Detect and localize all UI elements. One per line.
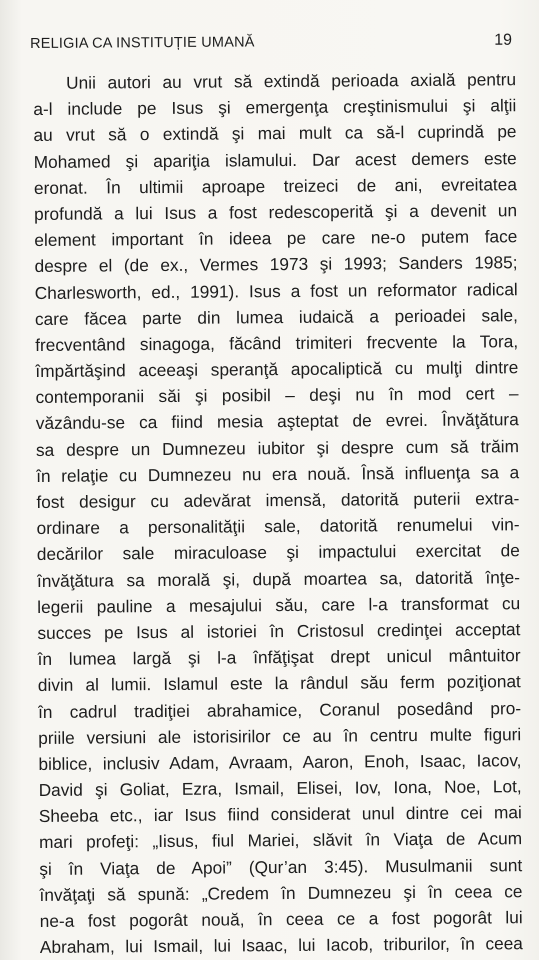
chapter-title: RELIGIA CA INSTITUȚIE UMANĂ	[30, 34, 255, 52]
text-line: eronat. În ultimii aproape treizeci de ani, evreitatea	[33, 173, 517, 198]
text-line: ne-a fost pogorât nouă, în ceea ce a fost pogorât lui	[39, 907, 523, 931]
text-line: decărilor sale miraculoase şi impactului exercitat de	[36, 540, 520, 565]
text-line: David şi Goliat, Ezra, Ismail, Elisei, Iov, Iona, Noe, Lot,	[38, 776, 522, 801]
text-line: în lumea largă şi l-a înfăţişat drept unicul mântuitor	[37, 645, 521, 670]
text-line: a-l include pe Isus şi emergenţa creştinismului şi alţii	[33, 95, 517, 120]
text-line: element important în ideea pe care ne-o putem face	[34, 226, 518, 251]
text-line: Charlesworth, ed., 1991). Isus a fost un reformator radical	[34, 278, 518, 303]
text-line: în cadrul tradiţiei abrahamice, Coranul posedând pro-	[37, 697, 522, 722]
text-line: învăţătura sa morală şi, după moartea sa, datorită înţe-	[36, 566, 521, 591]
text-line: văzându-se ca fiind mesia aşteptat de evrei. Învăţătura	[35, 409, 519, 434]
text-line: legerii pauline a mesajului său, care l-a transformat cu	[37, 592, 521, 617]
text-line: au vrut să o extindă şi mai mult ca să-l cuprindă pe	[33, 121, 517, 146]
text-line: contemporanii săi şi posibil – deşi nu în mod cert –	[35, 383, 519, 408]
text-line: despre el (de ex., Vermes 1973 şi 1993; Sanders 1985;	[34, 252, 518, 277]
body-text	[33, 66, 523, 960]
text-line: Unii autori au vrut să extindă perioada axială pentru	[66, 69, 517, 93]
text-line: şi în Viaţa de Apoi” (Qur’an 3:45). Musulmanii sunt	[39, 854, 523, 879]
text-line: Mohamed şi apariţia islamului. Dar acest demers este	[33, 147, 517, 172]
text-line: sa despre un Dumnezeu iubitor şi despre cum să trăim	[35, 435, 520, 460]
text-line: ordinare a personalităţii sale, datorită renumelui vin-	[36, 514, 520, 539]
text-line: împărtăşind aceeaşi speranţă apocaliptică cu mulţi dintre	[35, 357, 519, 382]
text-line: fost desigur cu adevărat imensă, datorită puterii extra-	[36, 488, 520, 512]
text-line: frecventând sinagoga, făcând trimiteri frecvente la Tora,	[35, 331, 519, 355]
text-line: divin al lumii. Islamul este la rândul său ferm poziţionat	[37, 671, 521, 696]
running-header	[30, 33, 512, 56]
text-line: care făcea parte din lumea iudaică a perioadei sale,	[34, 304, 519, 329]
text-line: Sheeba etc., iar Isus fiind considerat unul dintre cei mai	[38, 802, 522, 827]
text-line: biblice, inclusiv Adam, Avraam, Aaron, Enoh, Isaac, Iacov,	[38, 750, 522, 774]
text-line: priile versiuni ale istorisirilor ce au în centru multe figuri	[38, 723, 522, 748]
text-line: succes pe Isus al istoriei în Cristosul credinţei acceptat	[37, 619, 521, 643]
text-line: profundă a lui Isus a fost redescoperită şi a devenit un	[34, 200, 518, 224]
text-line: Abraham, lui Ismail, lui Isaac, lui Iacob, triburilor, în ceea	[39, 933, 523, 958]
text-line: mari profeţi: „Iisus, fiul Mariei, slăvit în Viaţa de Acum	[38, 828, 523, 853]
text-line: învăţaţi să spună: „Credem în Dumnezeu şi în ceea ce	[39, 880, 523, 905]
page-number: 19	[494, 31, 513, 49]
text-line: în relaţie cu Dumnezeu nu era nouă. Însă influenţa sa a	[36, 462, 520, 486]
